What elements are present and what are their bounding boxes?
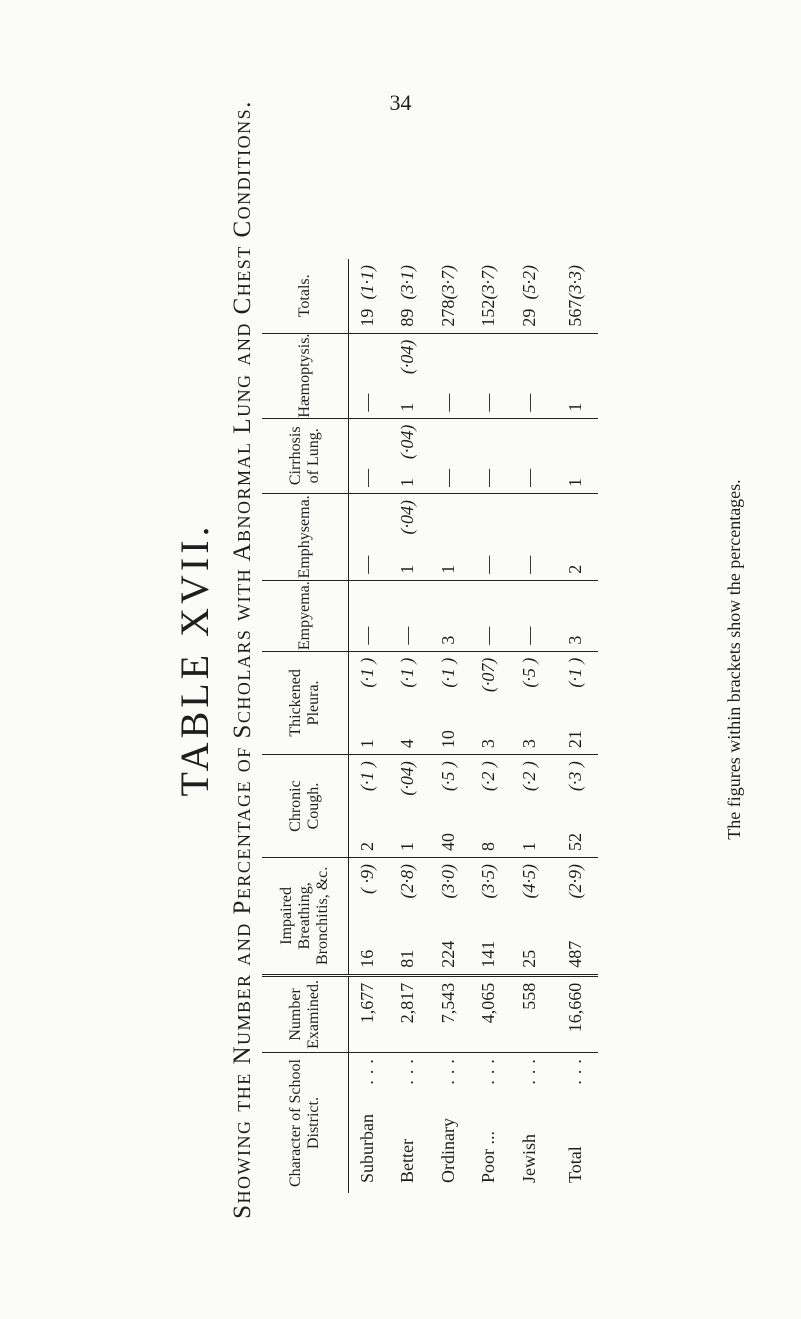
page-number: 34	[389, 90, 412, 115]
district-cell	[551, 1053, 598, 1193]
examined-cell: 7,543	[430, 975, 470, 1052]
empyema-count: 3	[437, 635, 458, 645]
cirrhosis-count: —	[437, 469, 458, 487]
header-examined: Number Examined.	[262, 975, 349, 1052]
haemoptysis-cell	[511, 333, 551, 418]
header-pleura: Thickened Pleura.	[262, 651, 349, 755]
totals-percentage: (3·7)	[437, 265, 458, 300]
empyema-count: 3	[564, 635, 585, 645]
impaired-percentage: (4·5)	[518, 863, 539, 899]
leader-dots: ...	[397, 1053, 418, 1085]
examined-cell: 2,817	[389, 975, 429, 1052]
pleura-percentage: (·5 )	[518, 657, 539, 688]
table-row	[511, 259, 551, 1193]
pleura-count: 1	[357, 739, 377, 749]
totals-percentage: (1·1)	[357, 265, 377, 300]
cough-count: 52	[564, 832, 585, 851]
cirrhosis-percentage: (·04)	[397, 424, 418, 460]
haemoptysis-cell	[430, 333, 470, 418]
pleura-cell	[430, 651, 470, 755]
cough-cell	[551, 755, 598, 858]
cirrhosis-count: —	[478, 469, 499, 487]
impaired-count: 224	[437, 940, 458, 968]
totals-percentage: (3·1)	[397, 265, 418, 300]
data-table	[262, 259, 598, 1193]
pleura-percentage: (·07)	[478, 657, 499, 693]
totals-count: 567	[564, 299, 585, 327]
district-cell	[430, 1053, 470, 1193]
header-cough: Chronic Cough.	[262, 755, 349, 858]
cirrhosis-count: —	[518, 469, 539, 487]
cirrhosis-cell	[430, 418, 470, 493]
pleura-percentage: (·1 )	[357, 657, 377, 688]
impaired-cell	[389, 857, 429, 975]
impaired-percentage: (3·5)	[478, 863, 499, 899]
emphysema-cell	[511, 494, 551, 581]
table-row	[349, 259, 390, 1193]
title-block	[170, 0, 260, 1319]
haemoptysis-count: —	[518, 393, 539, 412]
cirrhosis-count: —	[357, 469, 377, 487]
totals-cell	[551, 259, 598, 333]
cirrhosis-cell	[470, 418, 510, 493]
pleura-cell	[470, 651, 510, 755]
cirrhosis-cell	[349, 418, 390, 493]
cough-count: 2	[357, 841, 377, 851]
cough-percentage: (·2 )	[478, 761, 499, 792]
header-totals: Totals.	[262, 259, 349, 333]
cirrhosis-cell	[511, 418, 551, 493]
haemoptysis-cell	[389, 333, 429, 418]
empyema-count: —	[397, 626, 418, 645]
emphysema-cell	[349, 494, 390, 581]
table-subtitle: Showing the Number and Percentage of Scholars with Abnormal Lung and Chest Conditions.	[229, 100, 256, 1219]
cough-count: 40	[437, 832, 458, 851]
cough-cell	[349, 755, 390, 858]
totals-cell	[389, 259, 429, 333]
haemoptysis-count: —	[437, 393, 458, 412]
totals-cell	[349, 259, 390, 333]
district-name: Better	[397, 1139, 418, 1183]
header-district: Character of School District.	[262, 1053, 349, 1193]
pleura-count: 21	[564, 730, 585, 749]
cough-cell	[470, 755, 510, 858]
leader-dots: ...	[478, 1053, 499, 1085]
impaired-percentage: ( ·9)	[357, 863, 377, 894]
empyema-cell	[430, 580, 470, 651]
cough-percentage: (·2 )	[518, 761, 539, 792]
emphysema-count: 1	[437, 564, 458, 574]
empyema-cell	[389, 580, 429, 651]
header-impaired: Impaired Breathing, Bronchitis, &c.	[262, 857, 349, 975]
empyema-cell	[470, 580, 510, 651]
cirrhosis-count: 1	[564, 478, 585, 487]
impaired-percentage: (2·9)	[564, 863, 585, 899]
haemoptysis-count: —	[357, 393, 377, 412]
pleura-percentage: (·1 )	[564, 657, 585, 688]
impaired-count: 81	[397, 949, 418, 968]
district-name: Total	[564, 1146, 585, 1183]
cough-cell	[430, 755, 470, 858]
cough-count: 1	[518, 841, 539, 851]
haemoptysis-cell	[470, 333, 510, 418]
district-cell	[389, 1053, 429, 1193]
pleura-percentage: (·1 )	[437, 657, 458, 688]
emphysema-count: —	[357, 555, 377, 574]
examined-cell: 558	[511, 975, 551, 1052]
cough-percentage: (·1 )	[357, 761, 377, 792]
header-emphysema: Emphysema.	[262, 494, 349, 581]
header-cirrhosis: Cirrhosis of Lung.	[262, 418, 349, 493]
pleura-count: 4	[397, 739, 418, 749]
examined-cell: 4,065	[470, 975, 510, 1052]
table-label: TABLE XVII.	[172, 522, 217, 797]
emphysema-count: —	[478, 555, 499, 574]
haemoptysis-count: 1	[397, 402, 418, 412]
pleura-cell	[389, 651, 429, 755]
totals-percentage: (3·7)	[478, 265, 499, 300]
impaired-count: 16	[357, 949, 377, 968]
totals-cell	[430, 259, 470, 333]
emphysema-cell	[430, 494, 470, 581]
leader-dots: ...	[437, 1053, 458, 1085]
totals-count: 152	[478, 299, 499, 327]
pleura-count: 10	[437, 730, 458, 749]
empyema-cell	[551, 580, 598, 651]
district-name: Jewish	[518, 1134, 539, 1183]
district-name: Ordinary	[437, 1118, 458, 1183]
haemoptysis-count: 1	[564, 402, 585, 412]
empyema-count: —	[478, 626, 499, 645]
pleura-percentage: (·1 )	[397, 657, 418, 688]
totals-count: 19	[357, 308, 377, 327]
cough-percentage: (·04)	[397, 761, 418, 796]
emphysema-cell	[470, 494, 510, 581]
cough-cell	[511, 755, 551, 858]
impaired-cell	[349, 857, 390, 975]
totals-cell	[470, 259, 510, 333]
emphysema-count: 1	[397, 564, 418, 574]
leader-dots: ...	[357, 1053, 377, 1085]
table-body	[349, 259, 599, 1193]
cirrhosis-cell	[551, 418, 598, 493]
empyema-cell	[511, 580, 551, 651]
totals-count: 89	[397, 308, 418, 327]
empyema-count: —	[357, 626, 377, 645]
examined-cell: 1,677	[349, 975, 390, 1052]
haemoptysis-count: —	[478, 393, 499, 412]
pleura-cell	[511, 651, 551, 755]
cirrhosis-cell	[389, 418, 429, 493]
district-cell	[511, 1053, 551, 1193]
impaired-count: 141	[478, 940, 499, 968]
emphysema-cell	[389, 494, 429, 581]
impaired-cell	[470, 857, 510, 975]
table-row	[389, 259, 429, 1193]
district-name: Suburban	[357, 1114, 377, 1183]
impaired-cell	[430, 857, 470, 975]
haemoptysis-percentage: (·04)	[397, 339, 418, 375]
impaired-cell	[511, 857, 551, 975]
totals-count: 29	[518, 308, 539, 327]
cough-count: 1	[397, 841, 418, 851]
cough-cell	[389, 755, 429, 858]
footnote: The figures within brackets show the percentages.	[724, 479, 744, 840]
pleura-cell	[349, 651, 390, 755]
emphysema-percentage: (·04)	[397, 500, 418, 535]
impaired-count: 487	[564, 940, 585, 968]
haemoptysis-cell	[349, 333, 390, 418]
empyema-cell	[349, 580, 390, 651]
table-row	[470, 259, 510, 1193]
impaired-percentage: (2·8)	[397, 863, 418, 899]
examined-cell: 16,660	[551, 975, 598, 1052]
table-row	[430, 259, 470, 1193]
leader-dots: ...	[564, 1053, 585, 1085]
totals-percentage: (5·2)	[518, 265, 539, 300]
header-empyema: Empyema.	[262, 580, 349, 651]
haemoptysis-cell	[551, 333, 598, 418]
empyema-count: —	[518, 626, 539, 645]
cirrhosis-count: 1	[397, 478, 418, 487]
impaired-cell	[551, 857, 598, 975]
emphysema-count: 2	[564, 564, 585, 574]
district-cell	[470, 1053, 510, 1193]
pleura-count: 3	[478, 739, 499, 749]
impaired-count: 25	[518, 949, 539, 968]
header-haemoptysis: Hæmoptysis.	[262, 333, 349, 418]
cough-percentage: (·5 )	[437, 761, 458, 792]
pleura-count: 3	[518, 739, 539, 749]
pleura-cell	[551, 651, 598, 755]
emphysema-count: —	[518, 555, 539, 574]
district-name: Poor ...	[478, 1130, 499, 1183]
emphysema-cell	[551, 494, 598, 581]
impaired-percentage: (3·0)	[437, 863, 458, 899]
table-row	[551, 259, 598, 1193]
totals-cell	[511, 259, 551, 333]
totals-count: 278	[437, 299, 458, 327]
district-cell	[349, 1053, 390, 1193]
cough-percentage: (·3 )	[564, 761, 585, 792]
leader-dots: ...	[518, 1053, 539, 1085]
header-row	[262, 259, 349, 1193]
totals-percentage: (3·3)	[564, 265, 585, 300]
cough-count: 8	[478, 841, 499, 851]
